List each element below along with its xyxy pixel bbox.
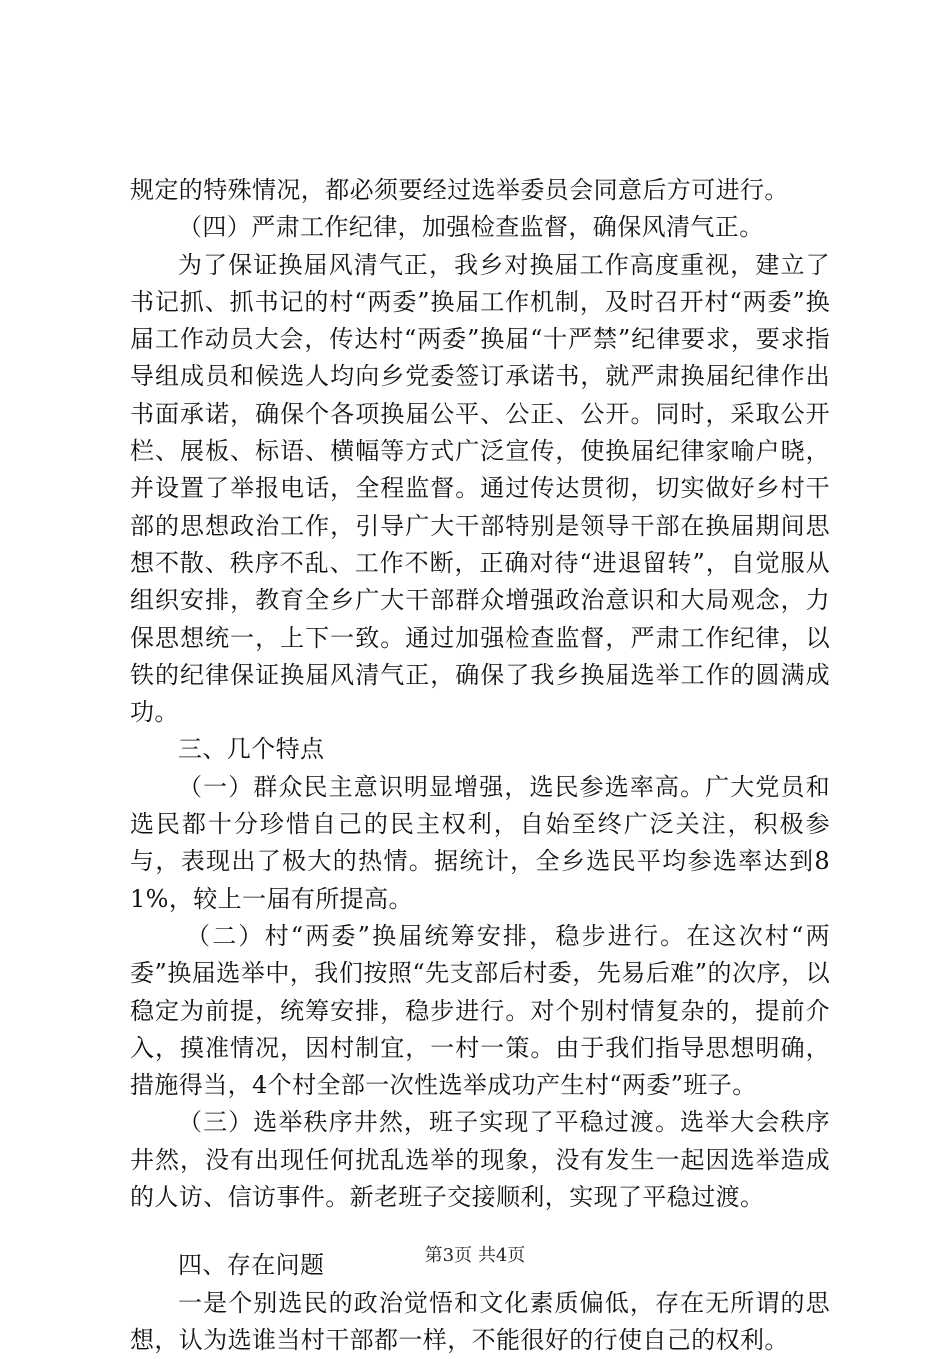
paragraph-discipline-body: 为了保证换届风清气正，我乡对换届工作高度重视，建立了书记抓、抓书记的村“两委”换届工作机制，及时召开村“两委”换届工作动员大会，传达村“两委”换届“十严禁”纪律要求，要求指导组成员和候选人均向乡党委签订承诺书，就严肃换届纪律作出书面承诺，确保个各项换届公平、公正、公开。同时，采取公开栏、展板、标语、横幅等方式广泛宣传，使换届纪律家喻户晓，并设置了举报电话，全程监督。通过传达贯彻，切实做好乡村干部的思想政治工作，引导广大干部特别是领导干部在换届期间思想不散、秩序不乱、工作不断，正确对待“进退留转”，自觉服从组织安排，教育全乡广大干部群众增强政治意识和大局观念，力保思想统一，上下一致。通过加强检查监督，严肃工作纪律，以铁的纪律保证换届风清气正，确保了我乡换届选举工作的圆满成功。 bbox=[130, 250, 830, 727]
paragraph-feature-2: （二）村“两委”换届统筹安排，稳步进行。在这次村“两委”换届选举中，我们按照“先支部后村委，先易后难”的次序，以稳定为前提，统筹安排，稳步进行。对个别村情复杂的，提前介入，摸准情况，因村制宜，一村一策。由于我们指导思想明确，措施得当，4个村全部一次性选举成功产生村“两委”班子。 bbox=[130, 921, 830, 1100]
section-heading-problems: 四、存在问题 bbox=[178, 1251, 325, 1280]
paragraph-continuation: 规定的特殊情况，都必须要经过选举委员会同意后方可进行。 bbox=[130, 176, 789, 204]
paragraph-feature-1: （一）群众民主意识明显增强，选民参选率高。广大党员和选民都十分珍惜自己的民主权利，自始至终广泛关注，积极参与，表现出了极大的热情。据统计，全乡选民平均参选率达到81%，较上一届有所提高。 bbox=[130, 772, 830, 913]
paragraph-feature-3: （三）选举秩序井然，班子实现了平稳过渡。选举大会秩序井然，没有出现任何扰乱选举的现象，没有发生一起因选举造成的人访、信访事件。新老班子交接顺利，实现了平稳过渡。 bbox=[130, 1108, 830, 1212]
section-heading-discipline: （四）严肃工作纪律，加强检查监督，确保风清气正。 bbox=[178, 213, 764, 242]
page-footer bbox=[0, 1245, 950, 1267]
paragraph-problem-1: 一是个别选民的政治觉悟和文化素质偏低，存在无所谓的思想，认为选谁当村干部都一样，不能很好的行使自己的权利。 bbox=[130, 1288, 830, 1354]
document-body bbox=[130, 172, 830, 1359]
page-number-label: 第3页 共4页 bbox=[424, 1245, 526, 1266]
section-heading-features: 三、几个特点 bbox=[178, 735, 325, 764]
